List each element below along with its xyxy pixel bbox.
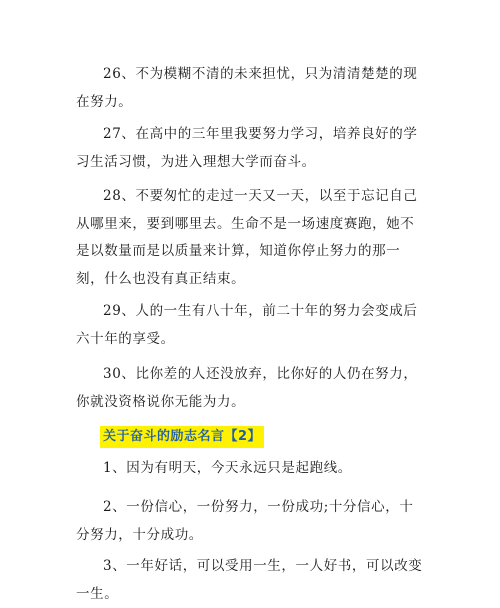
section2-item-1: 1、因为有明天，今天永远只是起跑线。 bbox=[103, 460, 352, 476]
paragraph-29: 29、人的一生有八十年，前二十年的努力会变成后六十年的享受。 bbox=[76, 303, 418, 347]
section-heading: 关于奋斗的励志名言【2】 bbox=[100, 426, 264, 448]
paragraph-30: 30、比你差的人还没放弃，比你好的人仍在努力，你就没资格说你无能为力。 bbox=[76, 366, 418, 410]
paragraph-26: 26、不为模糊不清的未来担忧，只为清清楚楚的现在努力。 bbox=[76, 66, 418, 110]
section2-item-2: 2、一份信心，一份努力，一份成功;十分信心，十分努力，十分成功。 bbox=[76, 499, 414, 543]
paragraph-27: 27、在高中的三年里我要努力学习，培养良好的学习生活习惯，为进入理想大学而奋斗。 bbox=[76, 126, 418, 170]
section2-item-3: 3、一年好话，可以受用一生，一人好书，可以改变一生。 bbox=[76, 558, 423, 602]
paragraph-28: 28、不要匆忙的走过一天又一天，以至于忘记自己从哪里来，要到哪里去。生命不是一场速度赛跑，她不是以数量而是以质量来计算，知道你停止努力的那一刻，什么也没有真正结束。 bbox=[76, 188, 418, 287]
